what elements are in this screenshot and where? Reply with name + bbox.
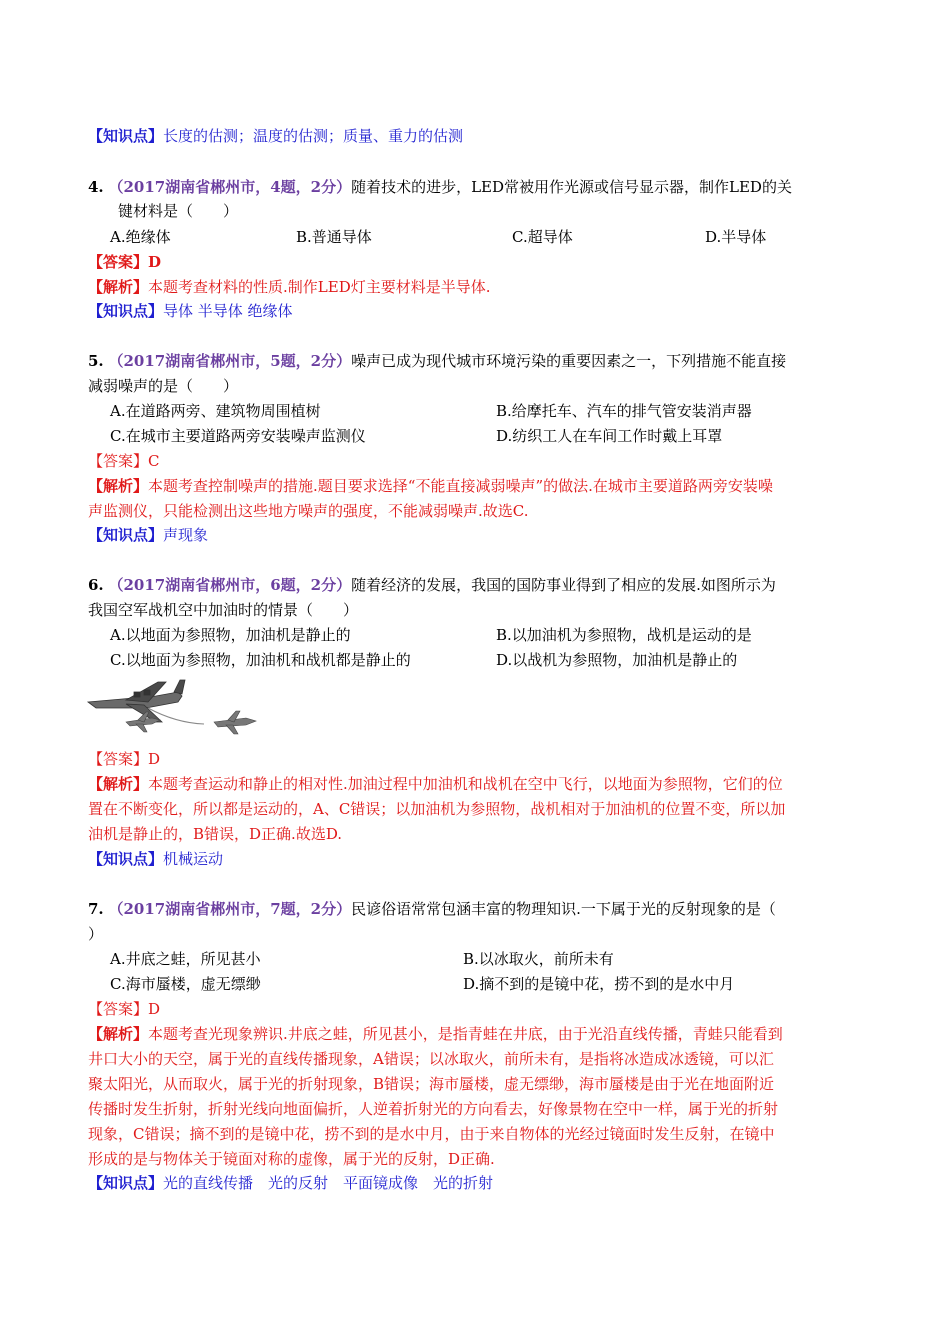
option-c: C.以地面为参照物，加油机和战机都是静止的 (110, 651, 411, 669)
answer-value: D (148, 253, 162, 271)
analysis (88, 277, 491, 297)
analysis-line2: 井口大小的天空，属于光的直线传播现象，A错误；以冰取火，前所未有，是指将冰造成冰透镜，可以汇 (88, 1050, 774, 1068)
analysis-line6: 形成的是与物体关于镜面对称的虚像，属于光的反射，D正确. (88, 1150, 495, 1168)
answer-value: D (148, 1000, 161, 1018)
option-c: C.海市蜃楼，虚无缥缈 (110, 975, 261, 993)
option-b: B.给摩托车、汽车的排气管安装消声器 (496, 402, 752, 420)
question-6-stem-line1 (88, 575, 776, 595)
analysis-text: 本题考查材料的性质.制作LED灯主要材料是半导体. (148, 278, 491, 296)
option-c: C.在城市主要道路两旁安装噪声监测仪 (110, 427, 366, 445)
knowledge-point-tag: 【知识点】 (88, 302, 164, 320)
question-number: 5. (88, 352, 104, 370)
question-source: （2017湖南省郴州市，7题，2分） (108, 900, 352, 918)
question-number: 6. (88, 576, 104, 594)
question-source: （2017湖南省郴州市，5题，2分） (108, 352, 352, 370)
knowledge-point-tag: 【知识点】 (88, 526, 164, 544)
knowledge-point-text: 长度的估测；温度的估测；质量、重力的估测 (163, 127, 464, 145)
answer (88, 252, 161, 272)
question-stem: 民谚俗语常常包涵丰富的物理知识.一下属于光的反射现象的是（ (351, 900, 776, 918)
option-d: D.以战机为参照物，加油机是静止的 (496, 651, 738, 669)
knowledge-point-tag: 【知识点】 (88, 850, 164, 868)
knowledge-point (88, 525, 208, 545)
knowledge-point-tag: 【知识点】 (88, 127, 164, 145)
knowledge-point (88, 301, 293, 321)
question-number: 4. (88, 178, 104, 196)
answer-tag: 【答案】 (88, 253, 149, 271)
knowledge-point-text: 光的直线传播 光的反射 平面镜成像 光的折射 (163, 1174, 494, 1192)
analysis-line1 (88, 476, 773, 496)
option-a: A.井底之蛙，所见甚小 (110, 950, 261, 968)
knowledge-point (88, 1173, 493, 1193)
question-stem: 噪声已成为现代城市环境污染的重要因素之一，下列措施不能直接 (351, 352, 787, 370)
analysis-tag: 【解析】 (88, 477, 149, 495)
analysis-line3: 油机是静止的，B错误，D正确.故选D. (88, 825, 343, 843)
question-source: （2017湖南省郴州市，6题，2分） (108, 576, 352, 594)
answer (88, 999, 160, 1019)
knowledge-point-q3 (88, 126, 463, 146)
refueling-aircraft-figure (86, 678, 261, 744)
knowledge-point-text: 机械运动 (163, 850, 224, 868)
question-7-stem-line1 (88, 899, 776, 919)
answer-tag: 【答案】 (88, 452, 149, 470)
question-5-stem-line1 (88, 351, 786, 371)
question-stem: 随着技术的进步，LED常被用作光源或信号显示器，制作LED的关 (351, 178, 792, 196)
option-b: B.普通导体 (296, 228, 372, 246)
analysis-text: 本题考查光现象辨识.井底之蛙，所见甚小，是指青蛙在井底，由于光沿直线传播，青蛙只能看到 (148, 1025, 783, 1043)
option-d: D.摘不到的是镜中花，捞不到的是水中月 (463, 975, 735, 993)
analysis-line1 (88, 774, 783, 794)
question-source: （2017湖南省郴州市，4题，2分） (108, 178, 352, 196)
question-4-stem-line2: 键材料是（ ） (118, 202, 239, 220)
knowledge-point-tag: 【知识点】 (88, 1174, 164, 1192)
question-6-stem-line2: 我国空军战机空中加油时的情景（ ） (88, 601, 359, 619)
analysis-text: 本题考查运动和静止的相对性.加油过程中加油机和战机在空中飞行，以地面为参照物，它们的位 (148, 775, 783, 793)
question-number: 7. (88, 900, 104, 918)
analysis-text: 本题考查控制噪声的措施.题目要求选择“不能直接减弱噪声”的做法.在城市主要道路两旁安装噪 (148, 477, 773, 495)
option-d: D.半导体 (705, 228, 767, 246)
option-b: B.以冰取火，前所未有 (463, 950, 614, 968)
answer (88, 451, 160, 471)
analysis-line4: 传播时发生折射，折射光线向地面偏折，人逆着折射光的方向看去，好像景物在空中一样，属于光的折射 (88, 1100, 779, 1118)
knowledge-point (88, 849, 223, 869)
answer-tag: 【答案】 (88, 1000, 149, 1018)
knowledge-point-text: 导体 半导体 绝缘体 (163, 302, 293, 320)
analysis-line2: 声监测仪，只能检测出这些地方噪声的强度，不能减弱噪声.故选C. (88, 502, 529, 520)
option-a: A.以地面为参照物，加油机是静止的 (110, 626, 351, 644)
question-7-stem-line2: ） (88, 925, 104, 943)
question-stem: 随着经济的发展，我国的国防事业得到了相应的发展.如图所示为 (351, 576, 776, 594)
option-b: B.以加油机为参照物，战机是运动的是 (496, 626, 752, 644)
answer-value: D (148, 750, 161, 768)
question-4-stem-line1 (88, 177, 792, 197)
option-c: C.超导体 (512, 228, 573, 246)
analysis-tag: 【解析】 (88, 775, 149, 793)
analysis-line1 (88, 1024, 783, 1044)
knowledge-point-text: 声现象 (163, 526, 209, 544)
analysis-line5: 现象，C错误；摘不到的是镜中花，捞不到的是水中月，由于来自物体的光经过镜面时发生反射，在镜中 (88, 1125, 775, 1143)
answer (88, 749, 160, 769)
analysis-tag: 【解析】 (88, 278, 149, 296)
answer-tag: 【答案】 (88, 750, 149, 768)
option-a: A.在道路两旁、建筑物周围植树 (110, 402, 321, 420)
option-d: D.纺织工人在车间工作时戴上耳罩 (496, 427, 723, 445)
analysis-tag: 【解析】 (88, 1025, 149, 1043)
option-a: A.绝缘体 (110, 228, 171, 246)
analysis-line3: 聚太阳光，从而取火，属于光的折射现象，B错误；海市蜃楼，虚无缥缈，海市蜃楼是由于光在地面附近 (88, 1075, 775, 1093)
refueling-aircraft-icon (86, 678, 261, 744)
analysis-line2: 置在不断变化，所以都是运动的，A、C错误；以加油机为参照物，战机相对于加油机的位置不变，所以加 (88, 800, 786, 818)
answer-value: C (148, 452, 160, 470)
question-5-stem-line2: 减弱噪声的是（ ） (88, 377, 239, 395)
